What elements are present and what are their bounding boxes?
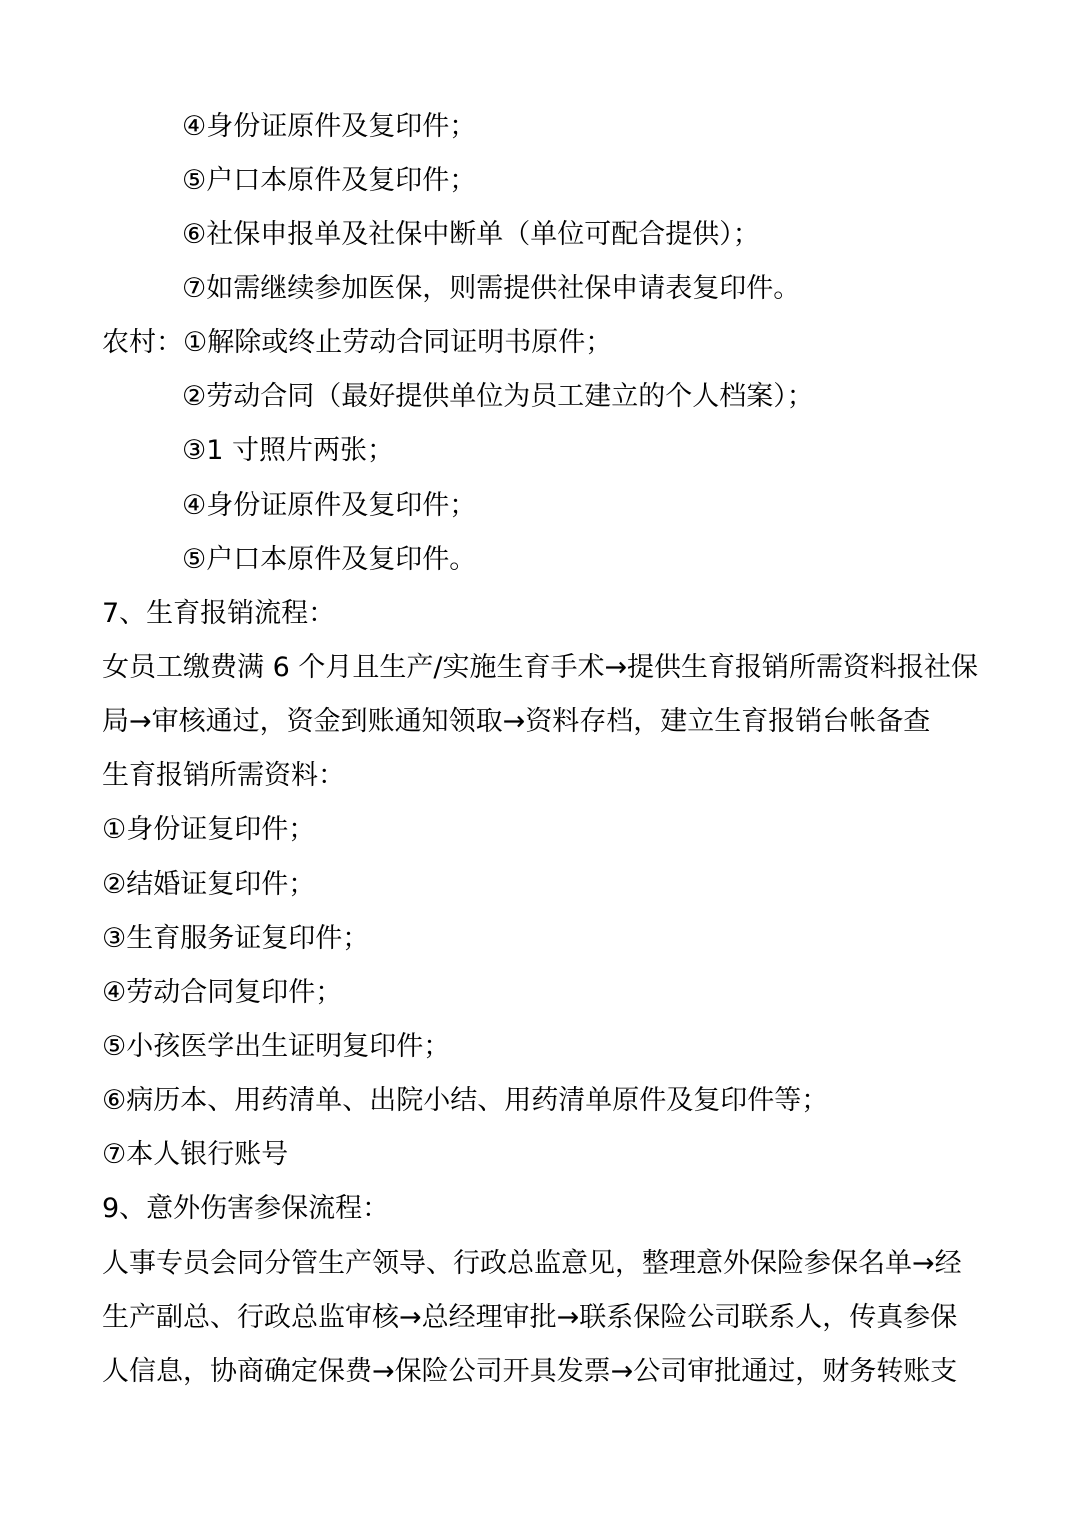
rural-item-5: ⑤户口本原件及复印件。: [182, 544, 477, 575]
accident-flow-line-2: 生产副总、行政总监审核→总经理审批→联系保险公司联系人，传真参保: [102, 1302, 958, 1333]
rural-item-2: ②劳动合同（最好提供单位为员工建立的个人档案）；: [182, 381, 814, 412]
rural-item-4: ④身份证原件及复印件；: [182, 490, 477, 521]
accident-flow-line-3: 人信息，协商确定保费→保险公司开具发票→公司审批通过，财务转账支: [102, 1356, 958, 1387]
rural-item-1: ①解除或终止劳动合同证明书原件；: [183, 327, 613, 358]
maternity-item-7: ⑦本人银行账号: [102, 1139, 289, 1170]
maternity-item-2: ②结婚证复印件；: [102, 869, 316, 900]
urban-item-4: ④身份证原件及复印件；: [182, 111, 477, 142]
rural-line-first: [102, 323, 612, 363]
urban-item-6: ⑥社保申报单及社保中断单（单位可配合提供）；: [182, 219, 760, 250]
maternity-flow-line-2: 局→审核通过，资金到账通知领取→资料存档，建立生育报销台帐备查: [102, 706, 931, 737]
maternity-item-3: ③生育服务证复印件；: [102, 923, 370, 954]
accident-heading: 9、意外伤害参保流程：: [102, 1193, 390, 1224]
rural-label: 农村：: [102, 327, 183, 358]
maternity-item-1: ①身份证复印件；: [102, 814, 316, 845]
accident-flow-line-1: 人事专员会同分管生产领导、行政总监意见，整理意外保险参保名单→经: [102, 1248, 962, 1279]
maternity-item-5: ⑤小孩医学出生证明复印件；: [102, 1031, 451, 1062]
urban-item-7: ⑦如需继续参加医保，则需提供社保申请表复印件。: [182, 273, 801, 304]
maternity-heading: 7、生育报销流程：: [102, 598, 336, 629]
rural-item-3: ③1 寸照片两张；: [182, 435, 394, 466]
maternity-item-6: ⑥病历本、用药清单、出院小结、用药清单原件及复印件等；: [102, 1085, 829, 1116]
maternity-flow-line-1: 女员工缴费满 6 个月且生产/实施生育手术→提供生育报销所需资料报社保: [102, 652, 979, 683]
maternity-materials-heading: 生育报销所需资料：: [102, 760, 345, 791]
maternity-item-4: ④劳动合同复印件；: [102, 977, 343, 1008]
urban-item-5: ⑤户口本原件及复印件；: [182, 165, 477, 196]
